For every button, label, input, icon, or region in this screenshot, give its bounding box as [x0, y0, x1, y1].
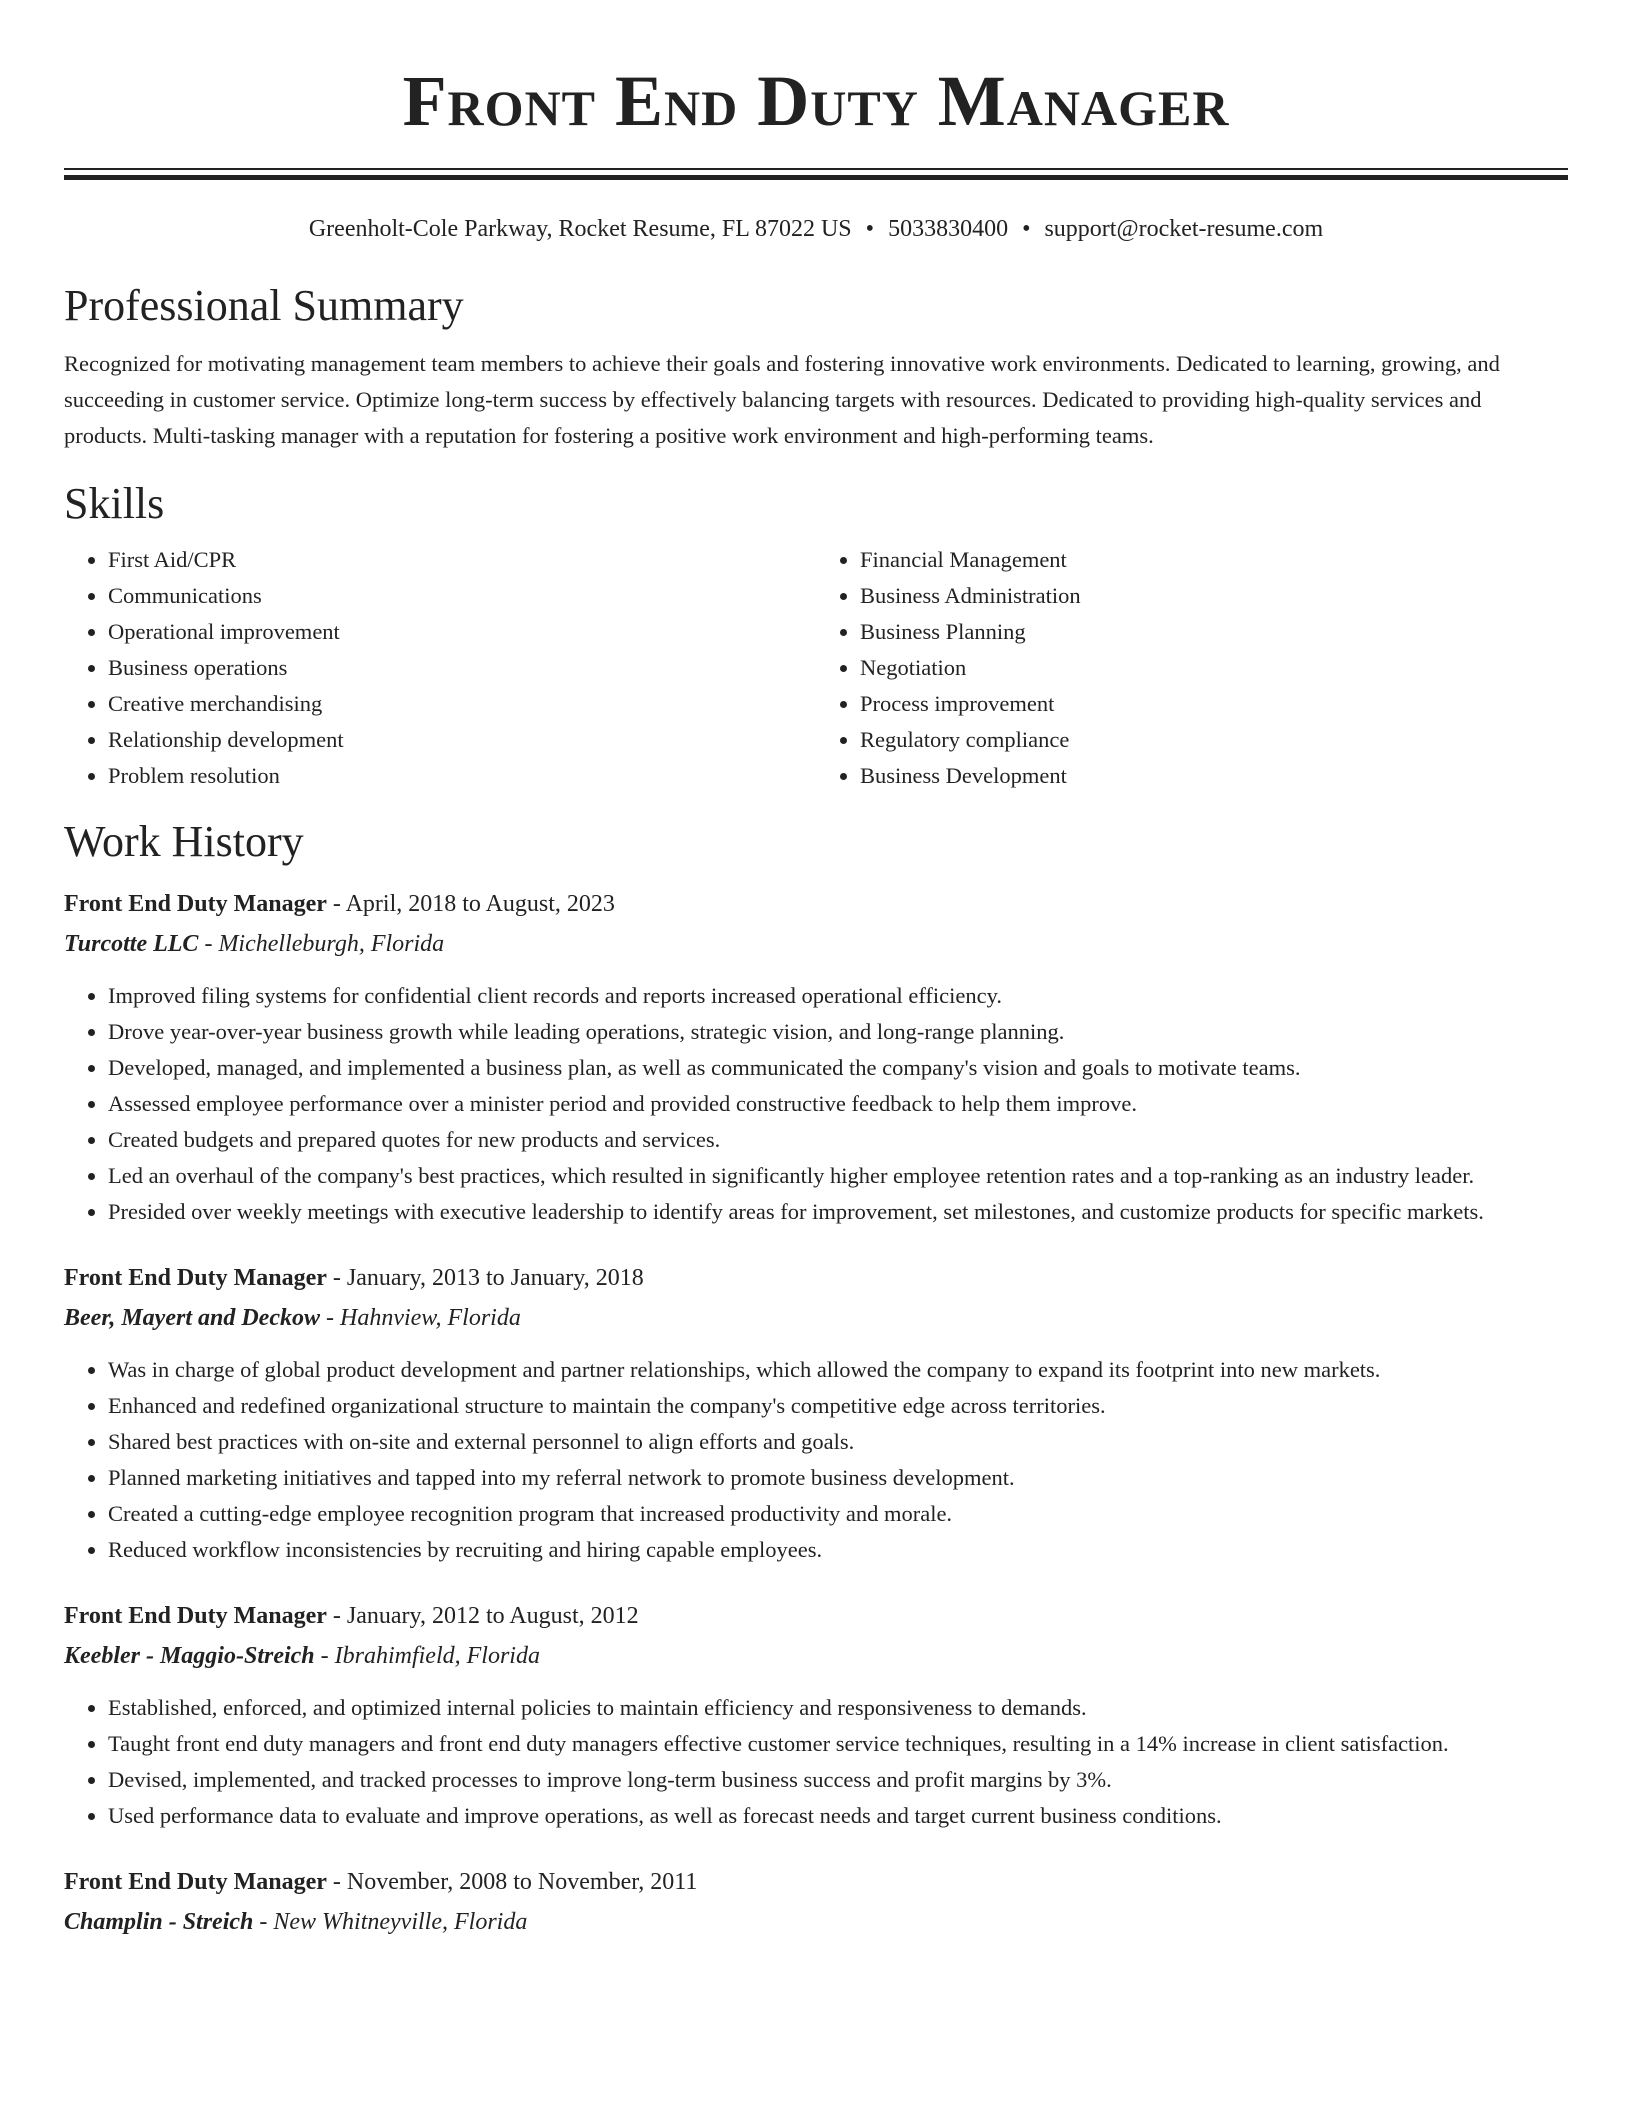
job-bullets	[64, 1352, 1568, 1568]
job-company: Beer, Mayert and Deckow	[64, 1305, 320, 1331]
skill-item: • Creative merchandising	[108, 686, 816, 722]
job-bullet: • Presided over weekly meetings with executive leadership to identify areas for improvement, set milestones, and customize products for specific markets.	[108, 1194, 1568, 1230]
job-bullet: • Created a cutting-edge employee recognition program that increased productivity and morale.	[108, 1496, 1568, 1532]
job-bullet: • Improved filing systems for confidential client records and reports increased operational efficiency.	[108, 978, 1568, 1014]
job-title: Front End Duty Manager	[64, 891, 327, 917]
skill-item: • Process improvement	[860, 686, 1568, 722]
job-bullet: • Planned marketing initiatives and tapped into my referral network to promote business development.	[108, 1460, 1568, 1496]
summary-heading: Professional Summary	[64, 281, 464, 330]
job-bullets	[64, 1690, 1568, 1834]
job-bullet: • Used performance data to evaluate and improve operations, as well as forecast needs and target current business conditions.	[108, 1798, 1568, 1834]
job-title: Front End Duty Manager	[64, 1869, 327, 1895]
job-title-line	[64, 1260, 1568, 1296]
job-title-line	[64, 1598, 1568, 1634]
job-dates-separator: -	[326, 1265, 347, 1291]
skill-item: • Business operations	[108, 650, 816, 686]
contact-email[interactable]: support@rocket-resume.com	[1044, 216, 1324, 242]
job-bullet: • Reduced workflow inconsistencies by recruiting and hiring capable employees.	[108, 1532, 1568, 1568]
job-location-separator: -	[198, 931, 219, 957]
job-company-line	[64, 1904, 1568, 1940]
job-company-line	[64, 926, 1568, 962]
work-history-list	[64, 886, 1568, 1940]
job-company-line	[64, 1300, 1568, 1336]
job-bullet: • Was in charge of global product development and partner relationships, which allowed the company to expand its footprint into new markets.	[108, 1352, 1568, 1388]
job-title-line	[64, 1864, 1568, 1900]
job-dates-separator: -	[326, 891, 346, 917]
job-bullet: • Created budgets and prepared quotes for new products and services.	[108, 1122, 1568, 1158]
skill-item: • Financial Management	[860, 542, 1568, 578]
job-location-separator: -	[314, 1643, 335, 1669]
job-entry	[64, 886, 1568, 1230]
skills-columns	[64, 542, 1568, 794]
job-title-line	[64, 886, 1568, 922]
job-bullet: • Shared best practices with on-site and external personnel to align efforts and goals.	[108, 1424, 1568, 1460]
job-location: Michelleburgh, Florida	[218, 931, 445, 957]
job-bullet: • Led an overhaul of the company's best practices, which resulted in significantly higher employee retention rates and a top-ranking as an industry leader.	[108, 1158, 1568, 1194]
skill-item: • First Aid/CPR	[108, 542, 816, 578]
job-entry	[64, 1598, 1568, 1834]
job-location: New Whitneyville, Florida	[273, 1909, 528, 1935]
skill-item: • Business Administration	[860, 578, 1568, 614]
contact-address: Greenholt-Cole Parkway, Rocket Resume, FL 87022 US	[308, 216, 852, 242]
job-bullet: • Established, enforced, and optimized internal policies to maintain efficiency and responsiveness to demands.	[108, 1690, 1568, 1726]
candidate-name: Front End Duty Manager	[402, 61, 1230, 141]
contact-separator: •	[865, 216, 875, 242]
skill-item: • Operational improvement	[108, 614, 816, 650]
skill-item: • Relationship development	[108, 722, 816, 758]
job-company: Turcotte LLC	[64, 931, 199, 957]
job-bullet: • Developed, managed, and implemented a business plan, as well as communicated the company's vision and goals to motivate teams.	[108, 1050, 1568, 1086]
job-bullet: • Drove year-over-year business growth while leading operations, strategic vision, and long-range planning.	[108, 1014, 1568, 1050]
job-dates-separator: -	[326, 1603, 347, 1629]
job-title: Front End Duty Manager	[64, 1265, 327, 1291]
work-history-heading: Work History	[64, 817, 304, 866]
job-bullet: • Devised, implemented, and tracked processes to improve long-term business success and profit margins by 3%.	[108, 1762, 1568, 1798]
job-bullet: • Enhanced and redefined organizational structure to maintain the company's competitive edge across territories.	[108, 1388, 1568, 1424]
skills-list-left	[64, 542, 816, 794]
contact-line	[64, 214, 1568, 244]
job-location: Hahnview, Florida	[339, 1305, 521, 1331]
job-bullets	[64, 978, 1568, 1230]
skill-item: • Negotiation	[860, 650, 1568, 686]
job-dates-separator: -	[326, 1869, 347, 1895]
header-divider-thick	[64, 175, 1568, 180]
job-dates: January, 2012 to August, 2012	[346, 1603, 639, 1629]
skill-item: • Communications	[108, 578, 816, 614]
skill-item: • Problem resolution	[108, 758, 816, 794]
contact-phone: 5033830400	[888, 216, 1009, 242]
job-company: Keebler - Maggio-Streich	[64, 1643, 315, 1669]
job-location-separator: -	[253, 1909, 274, 1935]
job-bullet: • Taught front end duty managers and front end duty managers effective customer service techniques, resulting in a 14% increase in client satisfaction.	[108, 1726, 1568, 1762]
job-bullet: • Assessed employee performance over a minister period and provided constructive feedback to help them improve.	[108, 1086, 1568, 1122]
job-company-line	[64, 1638, 1568, 1674]
job-dates: April, 2018 to August, 2023	[345, 891, 615, 917]
skill-item: • Business Planning	[860, 614, 1568, 650]
skill-item: • Regulatory compliance	[860, 722, 1568, 758]
summary-text: Recognized for motivating management team members to achieve their goals and fostering innovative work environments. Dedicated to learning, growing, and succeeding in customer service. Optimize long-term success by effectively balancing targets with resources. Dedicated to providing high-quality services and products. Multi-tasking manager with a reputation for fostering a positive work environment and high-performing teams.	[64, 351, 1500, 448]
skills-heading: Skills	[64, 479, 165, 528]
header-divider-thin	[64, 168, 1568, 170]
skill-item: • Business Development	[860, 758, 1568, 794]
job-title: Front End Duty Manager	[64, 1603, 327, 1629]
job-dates: January, 2013 to January, 2018	[346, 1265, 644, 1291]
job-location: Ibrahimfield, Florida	[334, 1643, 540, 1669]
job-location-separator: -	[319, 1305, 340, 1331]
job-entry	[64, 1260, 1568, 1568]
job-company: Champlin - Streich	[64, 1909, 254, 1935]
contact-separator: •	[1022, 216, 1031, 242]
job-entry	[64, 1864, 1568, 1940]
job-dates: November, 2008 to November, 2011	[346, 1869, 698, 1895]
skills-list-right	[816, 542, 1568, 794]
